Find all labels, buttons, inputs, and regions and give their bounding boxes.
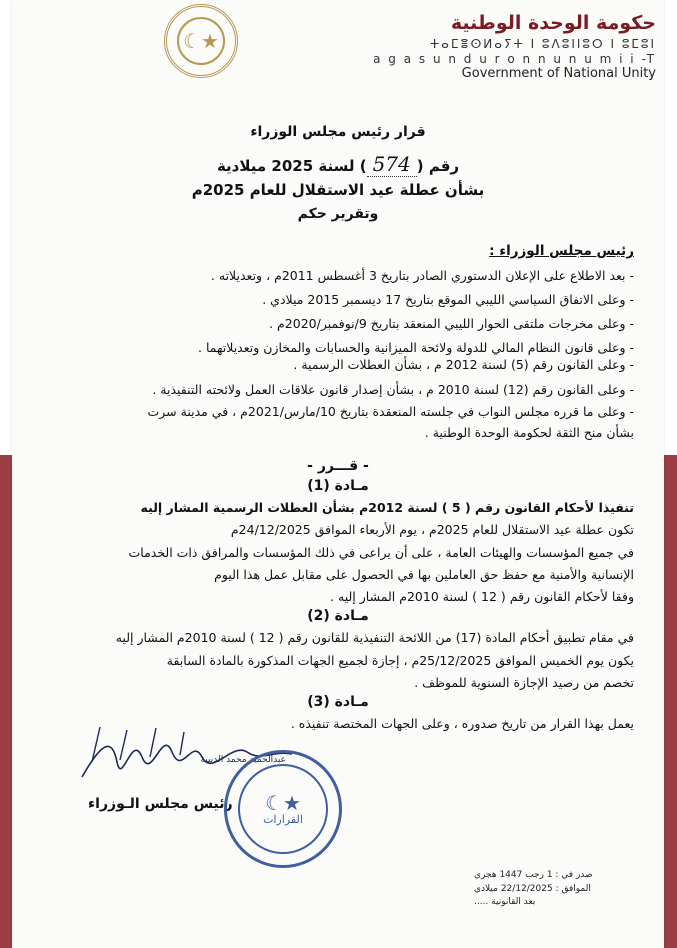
issued-footer: بعد القانونية ..... <box>474 897 536 907</box>
article-1-line: تكون عطلة عيد الاستقلال للعام 2025م ، يوم الأربعاء الموافق 24/12/2025م <box>230 522 634 537</box>
preamble-item: - بعد الاطلاع على الإعلان الدستوري الصادر بتاريخ 3 أغسطس 2011م ، وتعديلاته . <box>210 268 634 283</box>
government-emblem <box>164 4 238 78</box>
article-2-line: في مقام تطبيق أحكام المادة (17) من اللائحة التنفيذية للقانون رقم ( 12 ) لسنة 2010م المشار إليه <box>115 630 634 645</box>
article-1-line: وفقا لأحكام القانون رقم ( 12 ) لسنة 2010م المشار إليه . <box>330 589 634 604</box>
article-2-line: يكون يوم الخميس الموافق 25/12/2025م ، إجازة لجميع الجهات المذكورة بالمادة السابقة <box>166 653 634 668</box>
decision-title: قرار رئيس مجلس الوزراء <box>250 124 426 140</box>
header-arabic: حكومة الوحدة الوطنية <box>450 12 656 34</box>
preamble-item: - وعلى قانون النظام المالي للدولة ولائحة الميزانية والحسابات والمخازن وتعديلاتهما . <box>198 340 634 355</box>
decree-word: - قـــرر - <box>307 458 369 474</box>
official-seal <box>224 750 342 868</box>
article-2-line: تخصم من رصيد الإجازة السنوية للموظف . <box>414 675 634 690</box>
header-tifinagh: ⵜⴰⵎⴻⵙⵍⴰⵢⵜ ⵏ ⵓⴷⵓⵏⵏⵓⵔ ⵏ ⵓⵎⵓⵏ <box>429 37 656 51</box>
header-latin: a g a s u n d u r o n n u n u m i i -T <box>373 52 656 66</box>
signature-name: عبدالحميد محمد الدبيبة <box>200 755 286 765</box>
article-1-line: في جميع المؤسسات والهيئات العامة ، على أن يراعى في ذلك المؤسسات والمرافق ذات الخدمات <box>128 545 634 560</box>
article-3-line: يعمل بهذا القرار من تاريخ صدوره ، وعلى الجهات المختصة تنفيذه . <box>290 716 634 731</box>
seal-text: القرارات <box>263 812 303 826</box>
issued-hijri: صدر في : 1 رجب 1447 هجري <box>474 870 593 880</box>
preamble-item: - وعلى القانون رقم (5) لسنة 2012 م ، بشأن العطلات الرسمية . <box>293 357 634 372</box>
decision-number-line <box>12 152 664 177</box>
preamble-item: - وعلى ما قرره مجلس النواب في جلسته المنعقدة بتاريخ 10/مارس/2021م ، في مدينة سرت <box>147 404 634 419</box>
decision-number-prefix: رقم ( <box>416 157 460 175</box>
document-page <box>12 0 664 948</box>
crescent-star-icon: ☾★ <box>177 17 225 65</box>
article-3-heading: مـادة (3) <box>307 694 369 710</box>
decision-number: 574 <box>367 152 417 177</box>
article-1-line: الإنسانية والأمنية مع حفظ حق العاملين بها في الحصول على مقابل عمل هذا اليوم <box>214 567 634 582</box>
preamble-item: بشأن منح الثقة لحكومة الوحدة الوطنية . <box>424 425 634 440</box>
decision-subject-cont: وتقرير حكم <box>297 206 379 222</box>
decision-number-suffix: ) لسنة 2025 ميلادية <box>216 157 367 175</box>
signatory-title: رئيس مجلس الـوزراء <box>88 796 233 812</box>
preamble-item: - وعلى القانون رقم (12) لسنة 2010 م ، بشأن إصدار قانون علاقات العمل ولائحته التنفيذية . <box>152 382 634 397</box>
preamble-heading: رئيس مجلس الوزراء : <box>489 243 634 259</box>
preamble-item: - وعلى مخرجات ملتقى الحوار الليبي المنعقد بتاريخ 9/نوفمبر/2020م . <box>269 316 634 331</box>
preamble-item: - وعلى الاتفاق السياسي الليبي الموقع بتاريخ 17 ديسمبر 2015 ميلادي . <box>262 292 634 307</box>
article-1-heading: مـادة (1) <box>307 478 369 494</box>
header-english: Government of National Unity <box>461 66 656 81</box>
article-2-heading: مـادة (2) <box>307 608 369 624</box>
issued-gregorian: الموافق : 22/12/2025 ميلادي <box>474 884 591 894</box>
article-1-line: تنفيذا لأحكام القانون رقم ( 5 ) لسنة 2012م بشأن العطلات الرسمية المشار إليه <box>140 500 634 515</box>
crescent-star-icon: ☾★ <box>265 790 301 815</box>
decision-subject: بشأن عطلة عيد الاستقلال للعام 2025م <box>191 181 485 199</box>
